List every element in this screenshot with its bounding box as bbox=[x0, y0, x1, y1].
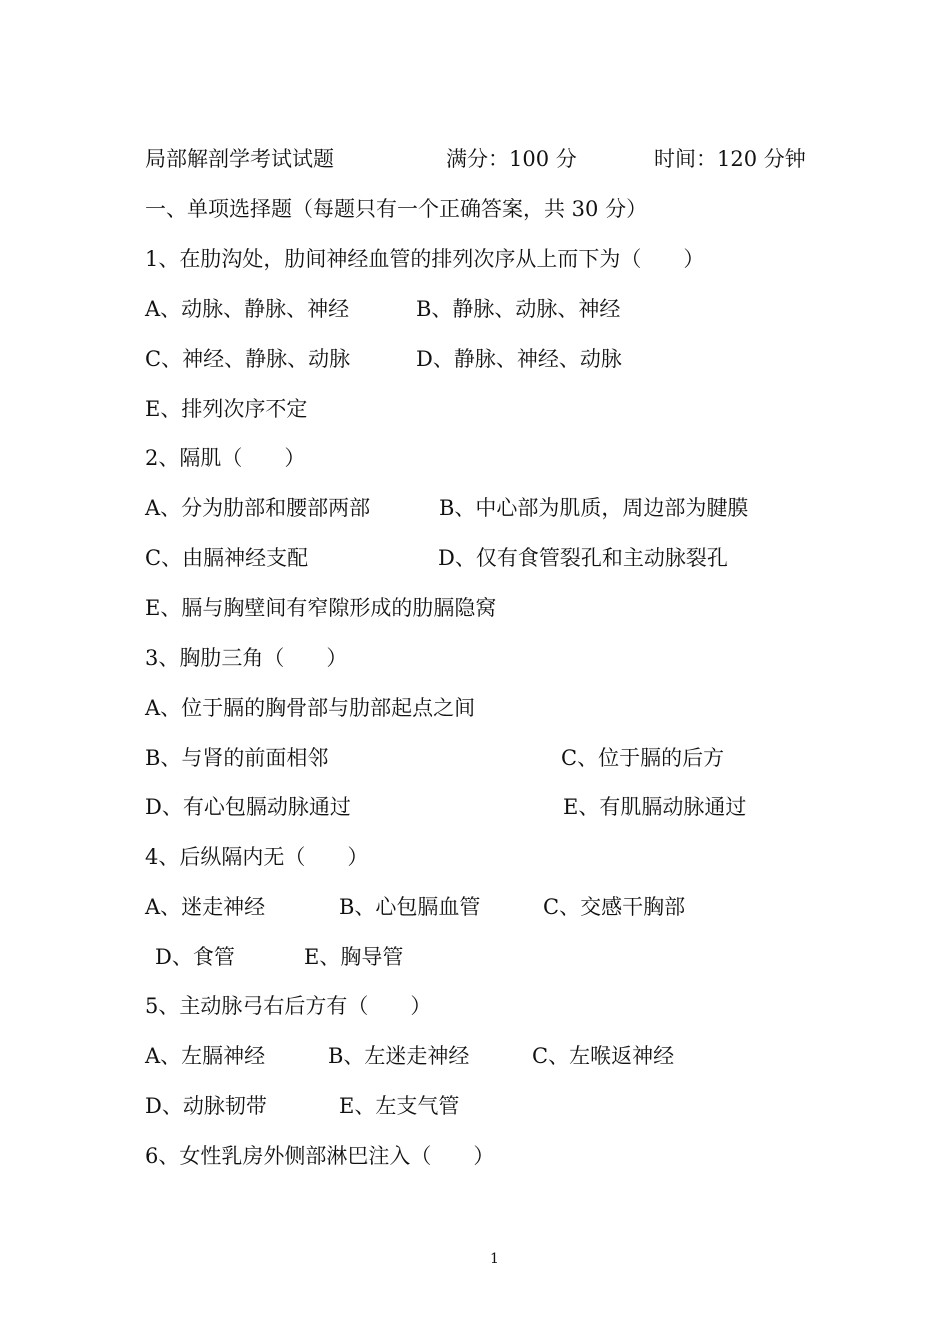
question-5-option-c: C、左喉返神经 bbox=[532, 1044, 675, 1068]
question-3-option-e: E、有肌膈动脉通过 bbox=[563, 795, 747, 819]
question-5-option-a: A、左膈神经 bbox=[145, 1044, 266, 1068]
question-3-option-a: A、位于膈的胸骨部与肋部起点之间 bbox=[145, 696, 476, 720]
question-1-option-b: B、静脉、动脉、神经 bbox=[416, 297, 621, 321]
question-2-option-c: C、由膈神经支配 bbox=[145, 546, 309, 570]
question-4-stem: 4、后纵隔内无（ ） bbox=[145, 845, 369, 869]
question-5-option-b: B、左迷走神经 bbox=[328, 1044, 470, 1068]
question-4-option-a: A、迷走神经 bbox=[145, 895, 266, 919]
question-4-option-c: C、交感干胸部 bbox=[543, 895, 686, 919]
question-4-option-e: E、胸导管 bbox=[304, 945, 404, 969]
question-1-option-c: C、神经、静脉、动脉 bbox=[145, 347, 351, 371]
question-2-option-e: E、膈与胸壁间有窄隙形成的肋膈隐窝 bbox=[145, 596, 497, 620]
question-1-option-e: E、排列次序不定 bbox=[145, 397, 308, 421]
question-3-option-d: D、有心包膈动脉通过 bbox=[145, 795, 351, 819]
question-3-stem: 3、胸肋三角（ ） bbox=[145, 646, 348, 670]
page-number: 1 bbox=[490, 1251, 499, 1267]
exam-title: 局部解剖学考试试题 bbox=[145, 147, 334, 171]
question-1-option-d: D、静脉、神经、动脉 bbox=[416, 347, 622, 371]
question-6-stem: 6、女性乳房外侧部淋巴注入（ ） bbox=[145, 1144, 495, 1168]
question-1-option-a: A、动脉、静脉、神经 bbox=[145, 297, 350, 321]
question-5-option-e: E、左支气管 bbox=[339, 1094, 460, 1118]
question-3-option-b: B、与肾的前面相邻 bbox=[145, 746, 329, 770]
question-2-option-b: B、中心部为肌质，周边部为腱膜 bbox=[439, 496, 749, 520]
full-score: 满分：100 分 bbox=[446, 147, 577, 171]
question-4-option-d: D、食管 bbox=[155, 945, 235, 969]
question-3-option-c: C、位于膈的后方 bbox=[561, 746, 725, 770]
question-5-option-d: D、动脉韧带 bbox=[145, 1094, 267, 1118]
time-limit: 时间：120 分钟 bbox=[654, 147, 806, 171]
question-1-stem: 1、在肋沟处，肋间神经血管的排列次序从上而下为（ ） bbox=[145, 247, 705, 271]
question-2-option-a: A、分为肋部和腰部两部 bbox=[145, 496, 371, 520]
section-heading: 一、单项选择题（每题只有一个正确答案，共 30 分） bbox=[145, 197, 648, 221]
question-4-option-b: B、心包膈血管 bbox=[339, 895, 481, 919]
question-2-stem: 2、隔肌（ ） bbox=[145, 446, 306, 470]
question-5-stem: 5、主动脉弓右后方有（ ） bbox=[145, 994, 432, 1018]
question-2-option-d: D、仅有食管裂孔和主动脉裂孔 bbox=[438, 546, 728, 570]
